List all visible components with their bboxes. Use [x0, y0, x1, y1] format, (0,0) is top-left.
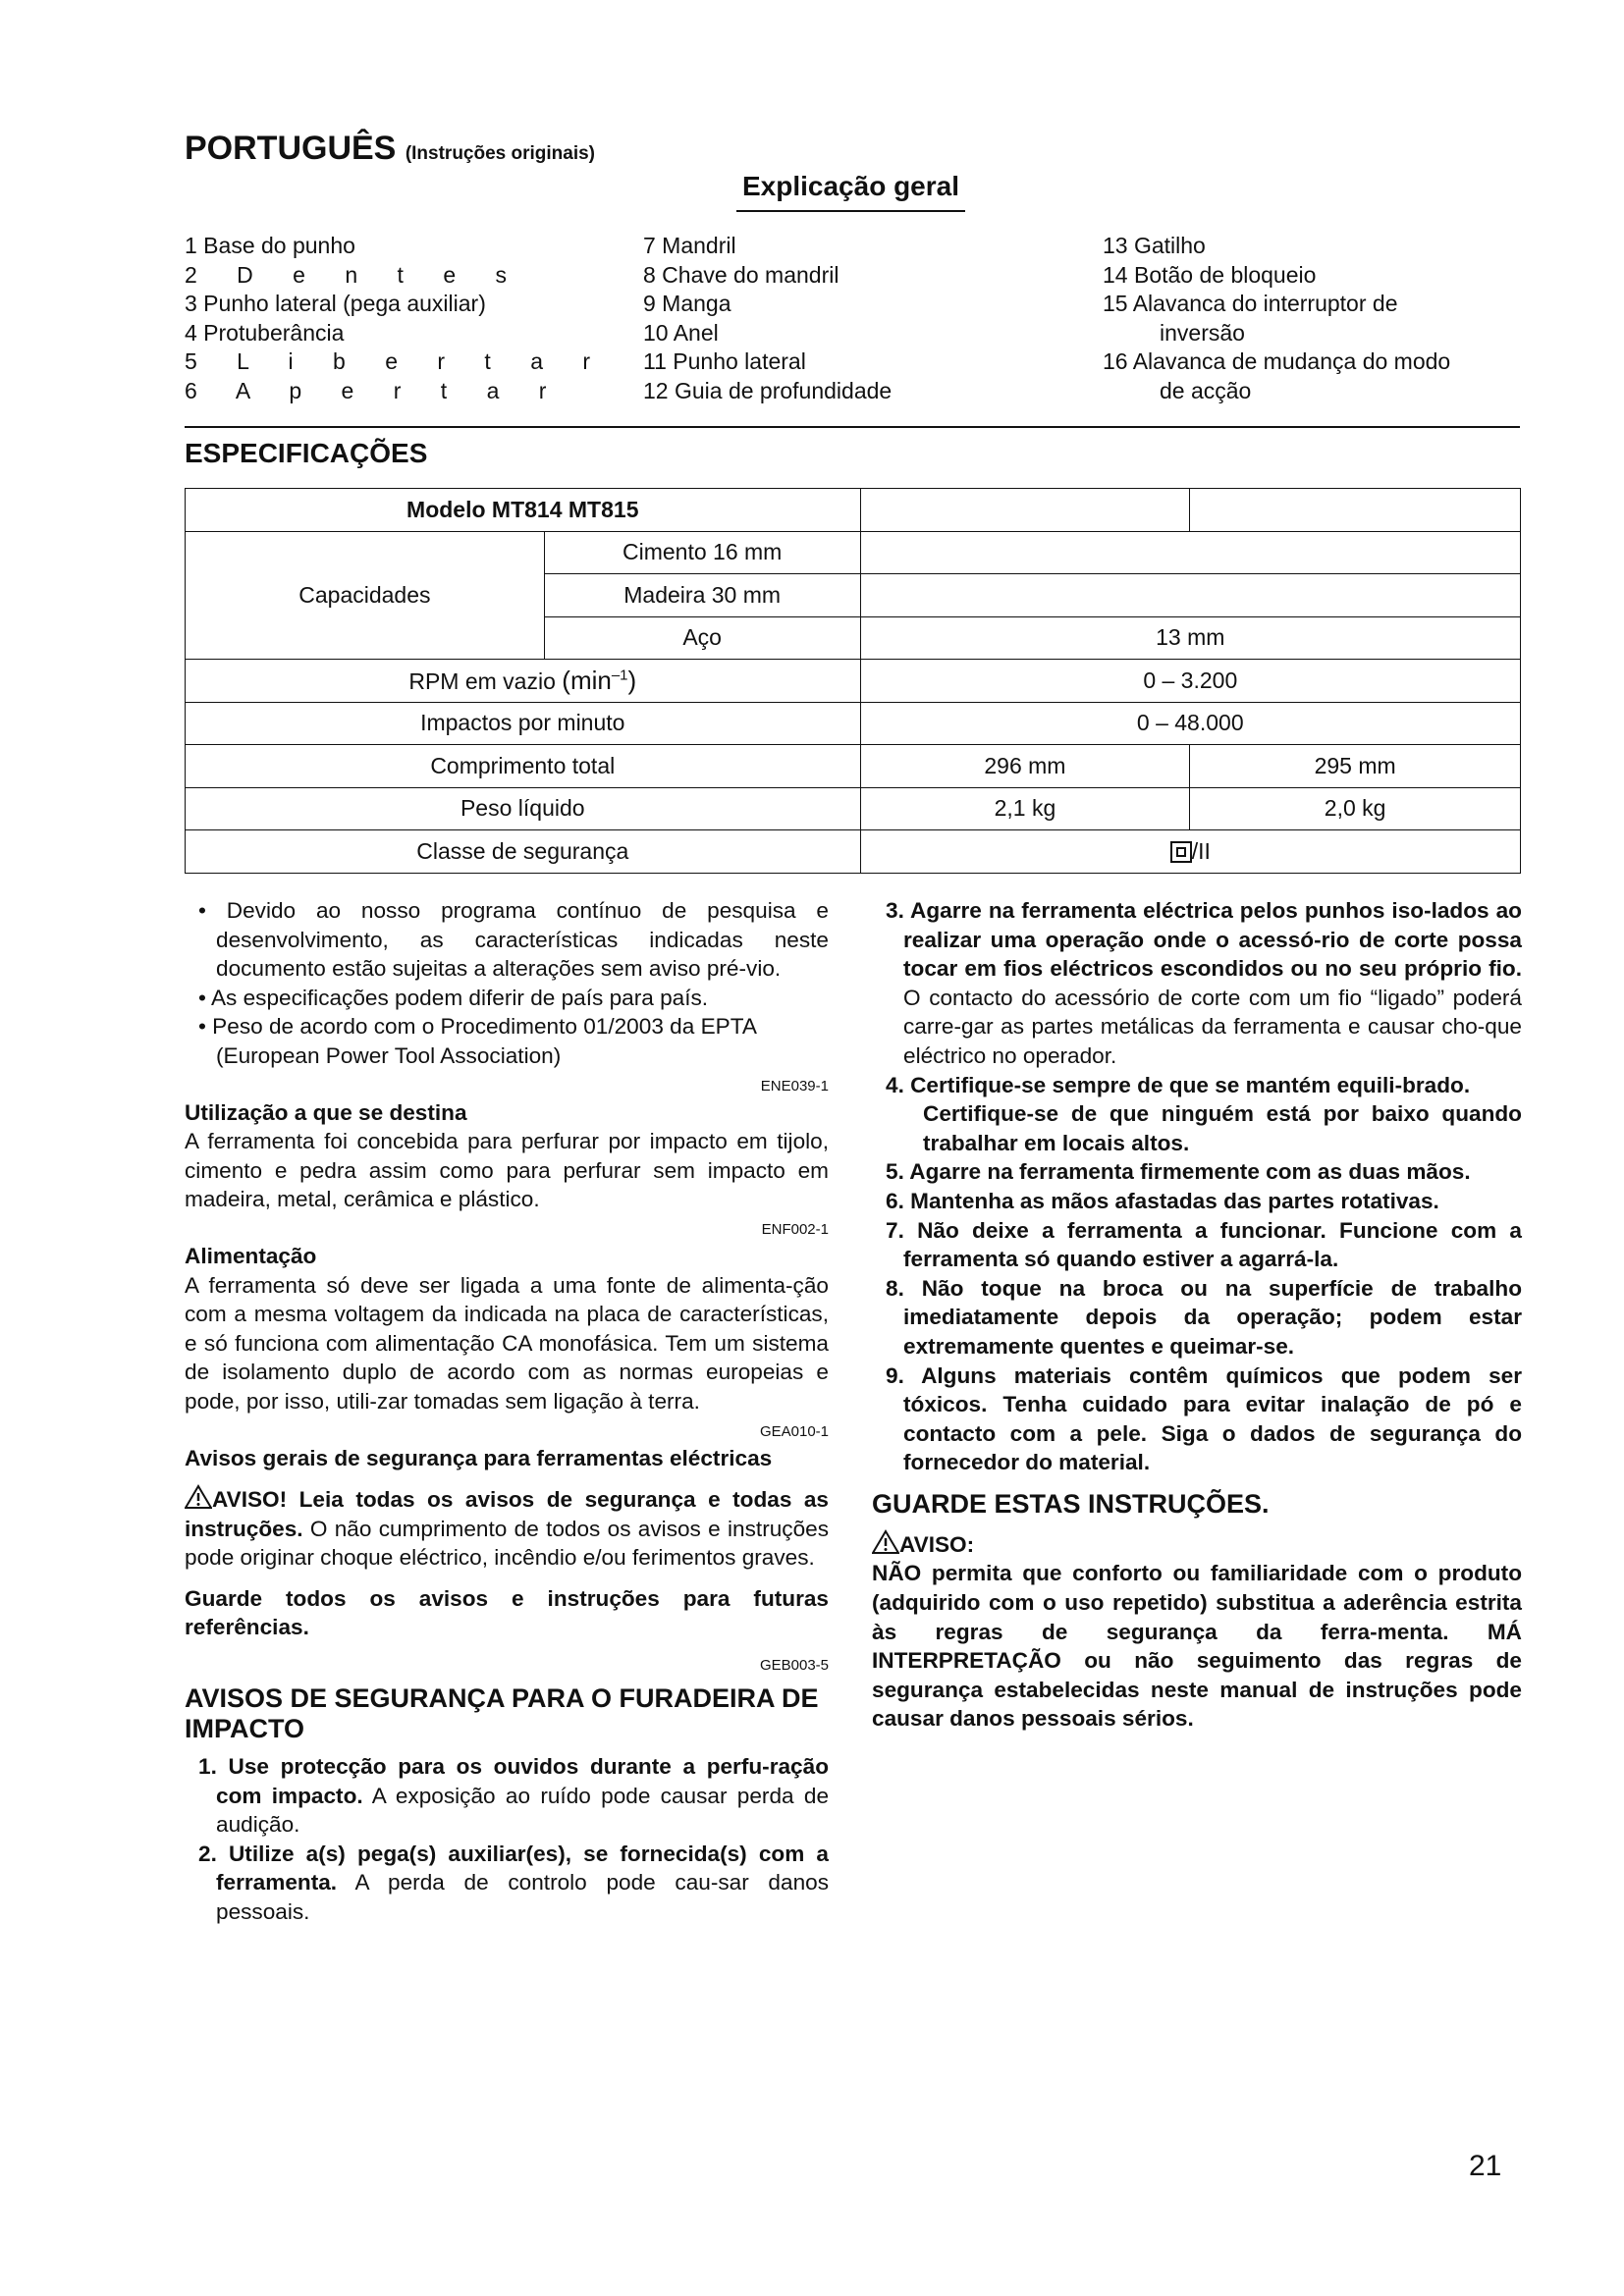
- part-item: inversão: [1160, 319, 1245, 346]
- part-item: 12 Guia de profundidade: [643, 377, 893, 403]
- specs-table: [185, 488, 1521, 874]
- part-item: 1 Base do punho: [185, 233, 355, 258]
- part-item: 10 Anel: [643, 319, 719, 346]
- length-mt815: 295 mm: [1190, 745, 1521, 788]
- ref-code: ENF002-1: [761, 1220, 829, 1238]
- class-value: /II: [860, 830, 1520, 874]
- section-heading: GUARDE ESTAS INSTRUÇÕES.: [872, 1488, 1270, 1519]
- list-item: 8. Não toque na broca ou na superfície de trabalho imediatamente depois da operação; podem estar extremamente quentes e queimar-se.: [886, 1275, 1522, 1359]
- ipm-label: Impactos por minuto: [186, 702, 861, 745]
- list-item: 6. Mantenha as mãos afastadas das partes rotativas.: [886, 1188, 1439, 1213]
- paragraph: A ferramenta só deve ser ligada a uma fonte de alimenta-ção com a mesma voltagem da indicada na placa de características, e só funciona com alimentação CA monofásica. Tem um sistema de isolamento duplo de acordo com as normas europeias e pode, por isso, utili-zar tomadas sem ligação à terra.: [185, 1272, 829, 1414]
- ref-code: GEB003-5: [759, 1657, 829, 1675]
- note-bullet: • Devido ao nosso programa contínuo de pesquisa e desenvolvimento, as características indicadas neste documento estão sujeitas a alterações sem aviso pré-vio.: [198, 898, 829, 982]
- language-note: (Instruções originais): [405, 143, 596, 164]
- cap-steel-value: 13 mm: [860, 616, 1520, 660]
- part-item: 8 Chave do mandril: [643, 261, 839, 288]
- paragraph: Guarde todos os avisos e instruções para futuras referências.: [185, 1585, 829, 1640]
- part-item: 2 D e n t e s: [185, 261, 524, 288]
- table-cell: [860, 531, 1520, 574]
- part-item: 13 Gatilho: [1103, 233, 1206, 258]
- note-bullet: • As especificações podem diferir de país para país.: [198, 985, 709, 1010]
- rpm-value: 0 – 3.200: [860, 660, 1520, 703]
- section-heading: AVISOS DE SEGURANÇA PARA O FURADEIRA DE IMPACTO: [185, 1683, 819, 1744]
- page-number: 21: [1469, 2150, 1502, 2182]
- list-item: 7. Não deixe a ferramenta a funcionar. Funcione com a ferramenta só quando estiver a agarrá-la.: [886, 1217, 1522, 1272]
- part-item: 16 Alavanca de mudança do modo: [1103, 348, 1451, 374]
- warning-paragraph: AVISO! Leia todas os avisos de segurança e todas as instruções. O não cumprimento de todos os avisos e instruções pode originar choque eléctrico, incêndio e/ou ferimentos graves.: [185, 1484, 829, 1573]
- part-item: 5 L i b e r t a r: [185, 348, 608, 374]
- overview-title: Explicação geral: [736, 171, 965, 212]
- parts-list-col1: [185, 232, 607, 405]
- table-cell: [1190, 489, 1521, 532]
- page-title: [185, 130, 595, 168]
- list-item: 9. Alguns materiais contêm químicos que podem ser tóxicos. Tenha cuidado para evitar inalação de pó e contacto com a pele. Siga o dados de segurança do fornecedor do material.: [886, 1362, 1522, 1475]
- class-label: Classe de segurança: [186, 830, 861, 874]
- paragraph: A ferramenta foi concebida para perfurar por impacto em tijolo, cimento e pedra assim como para perfurar sem impacto em madeira, metal, cerâmica e plástico.: [185, 1129, 829, 1212]
- note-bullet: • Peso de acordo com o Procedimento 01/2003 da EPTA (European Power Tool Association): [198, 1014, 756, 1068]
- table-cell: [860, 489, 1190, 532]
- left-column: [185, 896, 829, 1927]
- list-item: 4. Certifique-se sempre de que se mantém equili-brado.: [886, 1072, 1471, 1097]
- parts-list-col2: [643, 232, 892, 405]
- right-column: [872, 896, 1522, 1734]
- list-item: 1. Use protecção para os ouvidos durante a perfu-ração com impacto. A exposição ao ruído pode causar perda de audição.: [198, 1754, 830, 1838]
- section-heading: Utilização a que se destina: [185, 1099, 467, 1125]
- length-label: Comprimento total: [186, 745, 861, 788]
- part-item: 6 A p e r t a r: [185, 377, 564, 403]
- part-item: 7 Mandril: [643, 233, 736, 258]
- paragraph: NÃO permita que conforto ou familiaridade com o produto (adquirido com o uso repetido) substitua a aderência estrita às regras de segurança da ferra-menta. MÁ INTERPRETAÇÃO ou não seguimento das regras de segurança estabelecidas neste manual de instruções pode causar danos pessoais sérios.: [872, 1561, 1522, 1732]
- warning-triangle-icon: [872, 1529, 899, 1555]
- parts-list-col3: [1103, 232, 1450, 405]
- specs-title: ESPECIFICAÇÕES: [185, 438, 428, 468]
- length-mt814: 296 mm: [860, 745, 1190, 788]
- list-item: 3. Agarre na ferramenta eléctrica pelos punhos iso-lados ao realizar uma operação onde o acessó-rio de corte possa tocar em fios eléctricos escondidos ou no seu próprio fio. O contacto do acessório de corte com um fio “ligado” poderá carre-gar as partes metálicas da ferramenta e causar cho-que eléctrico no operador.: [886, 898, 1522, 1068]
- section-divider: [185, 426, 1520, 428]
- weight-mt814: 2,1 kg: [860, 787, 1190, 830]
- section-heading: Avisos gerais de segurança para ferramentas eléctricas: [185, 1445, 773, 1470]
- capacities-label: Capacidades: [186, 531, 545, 660]
- list-item-continuation: Certifique-se de que ninguém está por baixo quando trabalhar em locais altos.: [923, 1101, 1522, 1155]
- double-insulation-icon: [1170, 841, 1192, 863]
- part-item: 15 Alavanca do interruptor de: [1103, 291, 1398, 316]
- list-item: 5. Agarre na ferramenta firmemente com as duas mãos.: [886, 1159, 1471, 1185]
- list-item: 2. Utilize a(s) pega(s) auxiliar(es), se fornecida(s) com a ferramenta. A perda de controlo pode cau-sar danos pessoais.: [198, 1841, 829, 1925]
- part-item: de acção: [1160, 377, 1252, 403]
- section-heading: Alimentação: [185, 1243, 317, 1268]
- weight-mt815: 2,0 kg: [1190, 787, 1521, 830]
- ref-code: GEA010-1: [759, 1422, 829, 1440]
- ref-code: ENE039-1: [760, 1077, 829, 1095]
- part-item: 9 Manga: [643, 291, 731, 316]
- part-item: 4 Protuberância: [185, 319, 345, 346]
- warning-triangle-icon: [185, 1484, 212, 1510]
- warning-label: AVISO:: [872, 1529, 1522, 1560]
- rpm-label: RPM em vazio $(\min^{-1})$: [186, 660, 861, 703]
- table-cell: [860, 574, 1520, 617]
- cap-steel-label: Aço: [544, 616, 860, 660]
- part-item: 11 Punho lateral: [643, 348, 806, 374]
- part-item: 3 Punho lateral (pega auxiliar): [185, 291, 486, 316]
- language-label: PORTUGUÊS: [185, 130, 397, 167]
- part-item: 14 Botão de bloqueio: [1103, 261, 1317, 288]
- model-label: Modelo MT814 MT815: [186, 489, 861, 532]
- ipm-value: 0 – 48.000: [860, 702, 1520, 745]
- cap-concrete-label: Cimento 16 mm: [544, 531, 860, 574]
- weight-label: Peso líquido: [186, 787, 861, 830]
- cap-wood-label: Madeira 30 mm: [544, 574, 860, 617]
